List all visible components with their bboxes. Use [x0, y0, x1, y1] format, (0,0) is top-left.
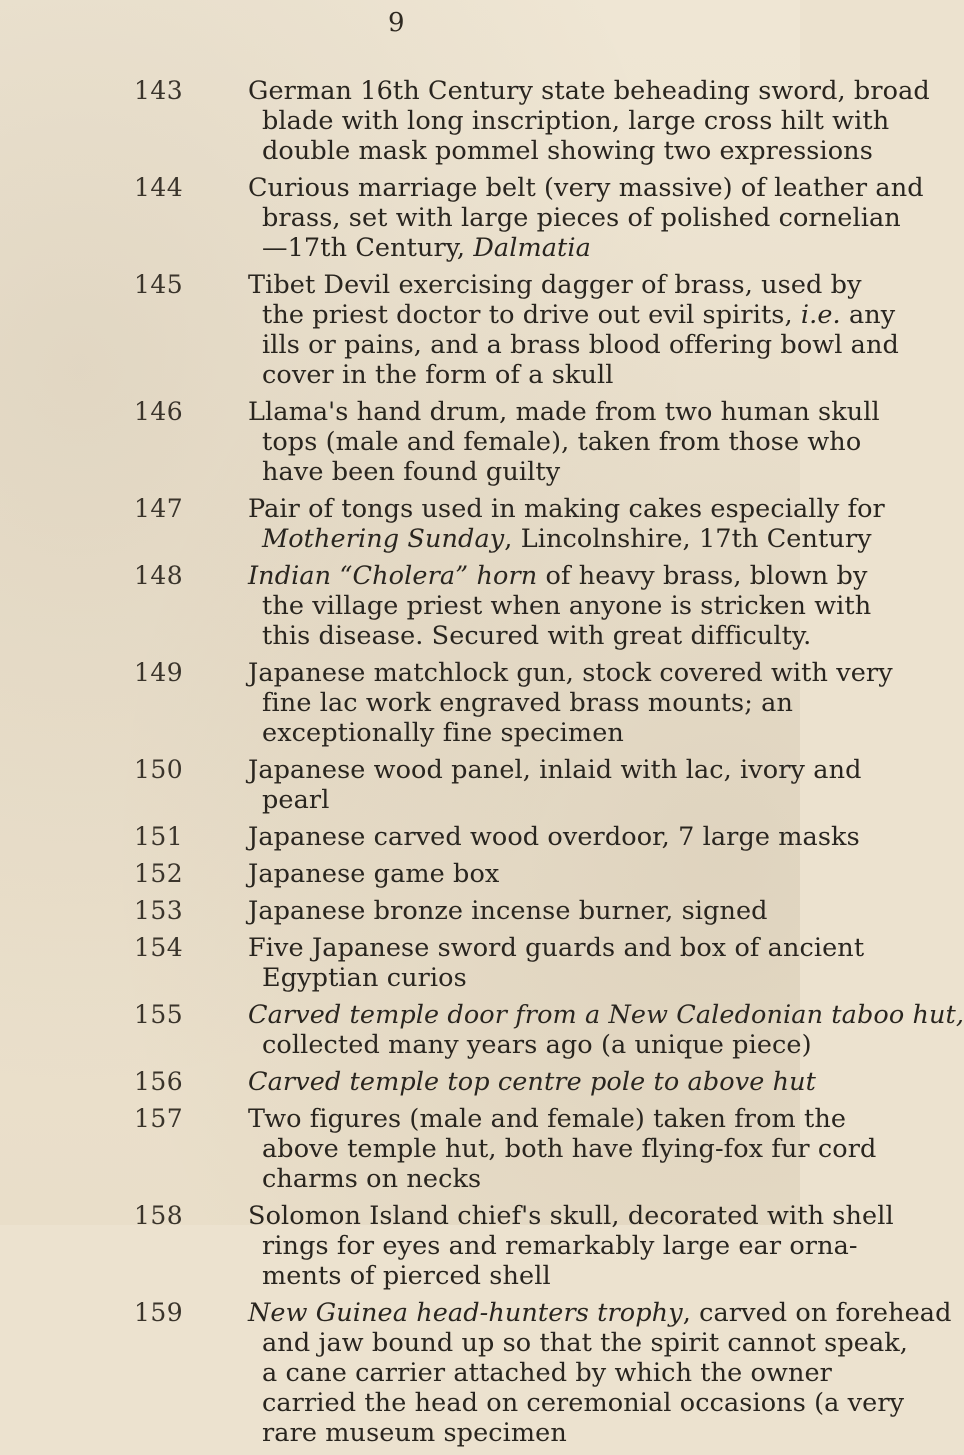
lot-entry [0, 896, 800, 926]
lot-entry [0, 1067, 816, 1097]
description-line: ments of pierced shell [262, 1261, 551, 1291]
description-line: Japanese game box [248, 859, 500, 889]
description-line: the village priest when anyone is stricken with [262, 591, 872, 621]
lot-description [248, 561, 872, 651]
lot-entry [0, 933, 865, 993]
description-line: ills or pains, and a brass blood offering bowl and [262, 330, 899, 360]
lot-description [248, 658, 893, 748]
lot-number: 156 [134, 1067, 184, 1096]
description-line: blade with long inscription, large cross hilt with [262, 106, 890, 136]
description-line: Llama's hand drum, made from two human skull [248, 397, 880, 427]
lot-entry [0, 397, 880, 487]
lot-list [0, 76, 964, 1455]
description-line: carried the head on ceremonial occasions (a very [262, 1388, 905, 1418]
lot-number: 154 [134, 933, 184, 962]
description-line: Carved temple top centre pole to above hut [248, 1067, 816, 1097]
lot-entry [0, 1104, 877, 1194]
description-line: collected many years ago (a unique piece) [262, 1030, 812, 1060]
lot-entry [0, 822, 860, 852]
description-line: Japanese carved wood overdoor, 7 large masks [248, 822, 860, 852]
description-line: this disease. Secured with great difficulty. [262, 621, 812, 651]
lot-description [248, 859, 748, 889]
description-line: Mothering Sunday, Lincolnshire, 17th Century [262, 524, 872, 554]
lot-number: 145 [134, 270, 184, 299]
description-line: rings for eyes and remarkably large ear orna- [262, 1231, 858, 1261]
lot-entry [0, 561, 872, 651]
lot-entry [0, 755, 862, 815]
lot-entry [0, 494, 885, 554]
lot-entry [0, 1201, 894, 1291]
lot-number: 155 [134, 1000, 184, 1029]
description-line: Carved temple door from a New Caledonian taboo hut, [248, 1000, 964, 1030]
lot-number: 147 [134, 494, 184, 523]
lot-description [248, 173, 924, 263]
lot-entry [0, 658, 893, 748]
description-line: fine lac work engraved brass mounts; an [262, 688, 793, 718]
description-line: Two figures (male and female) taken from the [248, 1104, 847, 1134]
description-line: Pair of tongs used in making cakes especially for [248, 494, 885, 524]
lot-entry [0, 1298, 952, 1448]
description-line: brass, set with large pieces of polished cornelian [262, 203, 901, 233]
description-line: the priest doctor to drive out evil spirits, i.e. any [262, 300, 896, 330]
lot-number: 148 [134, 561, 184, 590]
lot-number: 146 [134, 397, 184, 426]
description-line: Tibet Devil exercising dagger of brass, used by [248, 270, 862, 300]
description-line: Japanese bronze incense burner, signed [248, 896, 768, 926]
lot-entry [0, 76, 930, 166]
lot-description [248, 1104, 877, 1194]
lot-number: 153 [134, 896, 184, 925]
description-line: double mask pommel showing two expressions [262, 136, 873, 166]
description-line: German 16th Century state beheading sword, broad [248, 76, 930, 106]
description-line: exceptionally fine specimen [262, 718, 624, 748]
lot-number: 149 [134, 658, 184, 687]
lot-description [248, 1201, 894, 1291]
lot-description [248, 933, 865, 993]
description-line: pearl [262, 785, 330, 815]
lot-entry [0, 1000, 964, 1060]
description-line: above temple hut, both have flying-fox fur cord [262, 1134, 877, 1164]
lot-description [248, 76, 930, 166]
lot-number: 143 [134, 76, 184, 105]
description-line: tops (male and female), taken from those who [262, 427, 862, 457]
description-line: rare museum specimen [262, 1418, 567, 1448]
lot-description [248, 755, 862, 815]
lot-description [248, 270, 899, 390]
description-line: Egyptian curios [262, 963, 467, 993]
description-line: Indian “Cholera” horn of heavy brass, blown by [248, 561, 868, 591]
lot-number: 158 [134, 1201, 184, 1230]
lot-number: 152 [134, 859, 184, 888]
description-line: charms on necks [262, 1164, 482, 1194]
description-line: Solomon Island chief's skull, decorated with shell [248, 1201, 894, 1231]
lot-number: 157 [134, 1104, 184, 1133]
lot-description [248, 1067, 816, 1097]
lot-description [248, 1000, 964, 1060]
description-line: and jaw bound up so that the spirit cannot speak, [262, 1328, 908, 1358]
lot-number: 151 [134, 822, 184, 851]
description-line: Japanese matchlock gun, stock covered with very [248, 658, 893, 688]
description-line: —17th Century, Dalmatia [262, 233, 591, 263]
lot-number: 144 [134, 173, 184, 202]
lot-entry [0, 270, 899, 390]
lot-number: 159 [134, 1298, 184, 1327]
description-line: Five Japanese sword guards and box of ancient [248, 933, 865, 963]
lot-number: 150 [134, 755, 184, 784]
description-line: cover in the form of a skull [262, 360, 614, 390]
lot-description [248, 1298, 952, 1448]
description-line: New Guinea head-hunters trophy, carved on forehead [248, 1298, 952, 1328]
description-line: Japanese wood panel, inlaid with lac, ivory and [248, 755, 862, 785]
description-line: a cane carrier attached by which the owner [262, 1358, 832, 1388]
page-number: 9 [388, 8, 405, 38]
description-line: have been found guilty [262, 457, 561, 487]
lot-entry [0, 173, 924, 263]
lot-description [248, 397, 880, 487]
description-line: Curious marriage belt (very massive) of leather and [248, 173, 924, 203]
lot-entry [0, 859, 800, 889]
lot-description [248, 494, 885, 554]
lot-description [248, 822, 860, 852]
lot-description [248, 896, 768, 926]
